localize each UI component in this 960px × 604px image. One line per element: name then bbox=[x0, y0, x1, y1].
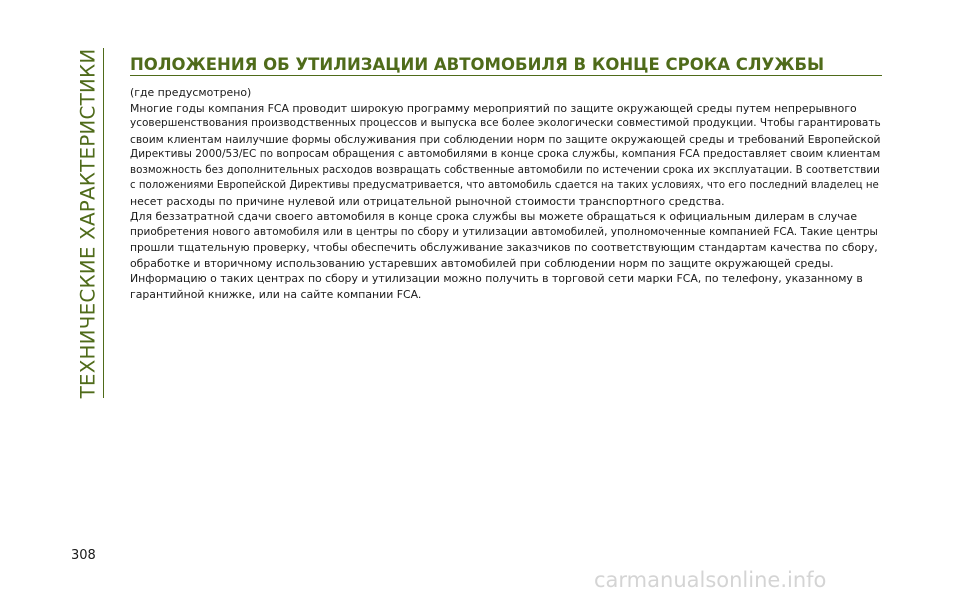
text-line: несет расходы по причине нулевой или отрицательной рыночной стоимости транспортного средства. bbox=[130, 194, 725, 208]
text-line: прошли тщательную проверку, чтобы обеспечить обслуживание заказчиков по соответствующим стандартам качества по сбору, bbox=[130, 241, 878, 254]
side-divider bbox=[103, 48, 104, 398]
section-side-title bbox=[72, 48, 104, 398]
heading-divider bbox=[130, 75, 882, 76]
text-line: своим клиентам наилучшие формы обслуживания при соблюдении норм по защите окружающей среды и требований Европейской bbox=[130, 132, 881, 146]
text-line: приобретения нового автомобиля или в центры по сбору и утилизации автомобилей, уполномоченные компанией FCA. Такие центры bbox=[130, 225, 878, 238]
page-heading: ПОЛОЖЕНИЯ ОБ УТИЛИЗАЦИИ АВТОМОБИЛЯ В КОНЦЕ СРОКА СЛУЖБЫ bbox=[130, 55, 825, 74]
section-side-title-text: ТЕХНИЧЕСКИЕ ХАРАКТЕРИСТИКИ bbox=[76, 48, 100, 398]
text-line: усовершенствования производственных процессов и выпуска все более экологически совместимой продукции. Чтобы гарантировать bbox=[130, 117, 881, 129]
body-text bbox=[130, 85, 882, 302]
watermark: carmanualsonline.info bbox=[594, 568, 827, 592]
text-line: Директивы 2000/53/EC по вопросам обращения с автомобилями в конце срока службы, компания FCA предоставляет своим клиентам bbox=[130, 148, 881, 160]
text-line: обработке и вторичному использованию устаревших автомобилей при соблюдении норм по защите окружающей среды. bbox=[130, 256, 834, 270]
text-line: (где предусмотрено) bbox=[130, 86, 252, 99]
text-line: гарантийной книжке, или на сайте компании FCA. bbox=[130, 287, 422, 301]
text-line: с положениями Европейской Директивы предусматривается, что автомобиль сдается на таких условиях, что его последний владелец не bbox=[130, 180, 879, 191]
text-line: Информацию о таких центрах по сбору и утилизации можно получить в торговой сети марки FCA, по телефону, указанному в bbox=[130, 272, 863, 285]
page-number: 308 bbox=[71, 548, 96, 563]
text-line: возможность без дополнительных расходов возвращать собственные автомобили по истечении срока их эксплуатации. В соответствии bbox=[130, 163, 880, 176]
text-line: Многие годы компания FCA проводит широкую программу мероприятий по защите окружающей среды путем непрерывного bbox=[130, 101, 857, 115]
text-line: Для беззатратной сдачи своего автомобиля в конце срока службы вы можете обращаться к официальным дилерам в случае bbox=[130, 210, 858, 223]
